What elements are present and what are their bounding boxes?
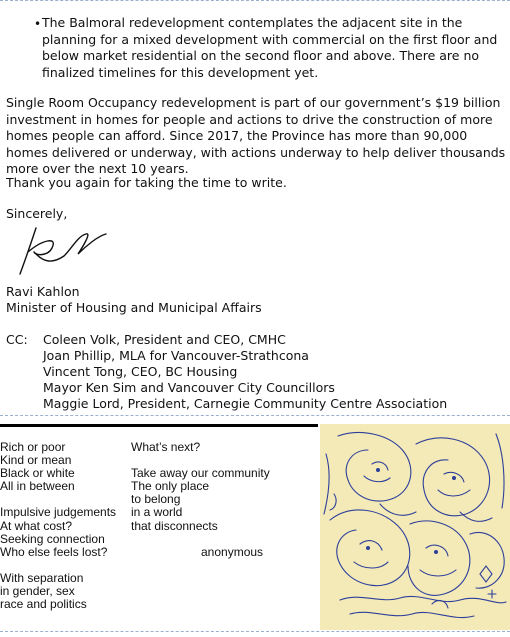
section-dashed-divider [0, 415, 510, 416]
poem-line: to belong [131, 492, 181, 507]
poem-line: Rich or poor [0, 440, 66, 454]
poem-top-rule [0, 424, 318, 427]
top-dashed-border [0, 0, 510, 1]
cc-item: Vincent Tong, CEO, BC Housing [43, 363, 238, 379]
poem-line: With separation [0, 570, 84, 585]
poem-left-column [0, 441, 116, 611]
cc-item: Coleen Volk, President and CEO, CMHC [43, 332, 286, 347]
poem-line: The only place [131, 479, 210, 494]
bottom-dashed-border [0, 631, 510, 632]
cc-item: Maggie Lord, President, Carnegie Community Centre Association [43, 395, 448, 411]
poem-line: What’s next? [131, 440, 201, 454]
poem-line: Who else feels lost? [0, 544, 108, 559]
poem-line: Take away our community [131, 466, 270, 481]
investment-paragraph: Single Room Occupancy redevelopment is part of our government’s $19 billion investment in homes for people and actions to drive the construction of more homes people can afford. Since 2017, the Province has more than 90,000 homes delivered or underway, with actions underway to help deliver thousands more over the next 10 years. [6, 95, 506, 176]
cc-item: Joan Phillip, MLA for Vancouver-Strathcona [43, 347, 309, 363]
poem-line: At what cost? [0, 518, 73, 533]
pen-sketch-illustration [320, 424, 510, 630]
poem-line: Impulsive judgements [0, 505, 117, 520]
signer-name: Ravi Kahlon [6, 284, 80, 299]
closing-line: Sincerely, [6, 206, 68, 221]
poem-author: anonymous [201, 545, 264, 559]
thanks-line: Thank you again for taking the time to write. [6, 175, 287, 190]
bullet-paragraph: The Balmoral redevelopment contemplates the adjacent site in the planning for a mixed development with commercial on the first floor and below market residential on the second floor and above. There are no finalized timelines for this development yet. [42, 15, 498, 80]
poem-right-column [131, 441, 270, 533]
cc-list [43, 332, 447, 412]
poem-line: in a world [131, 505, 183, 520]
poem-line: in gender, sex [0, 584, 75, 599]
poem-line: that disconnects [131, 518, 218, 533]
poem-line: Kind or mean [0, 453, 72, 468]
poem-line: Seeking connection [0, 531, 105, 546]
signer-title: Minister of Housing and Municipal Affairs [6, 300, 262, 315]
poem-line: All in between [0, 479, 75, 494]
cc-item: Mayor Ken Sim and Vancouver City Councillors [43, 379, 335, 395]
signature-image [6, 222, 116, 278]
poem-line: race and politics [0, 597, 87, 612]
bullet-icon: • [34, 17, 42, 31]
cc-label: CC: [6, 332, 28, 347]
poem-line: Black or white [0, 466, 75, 481]
